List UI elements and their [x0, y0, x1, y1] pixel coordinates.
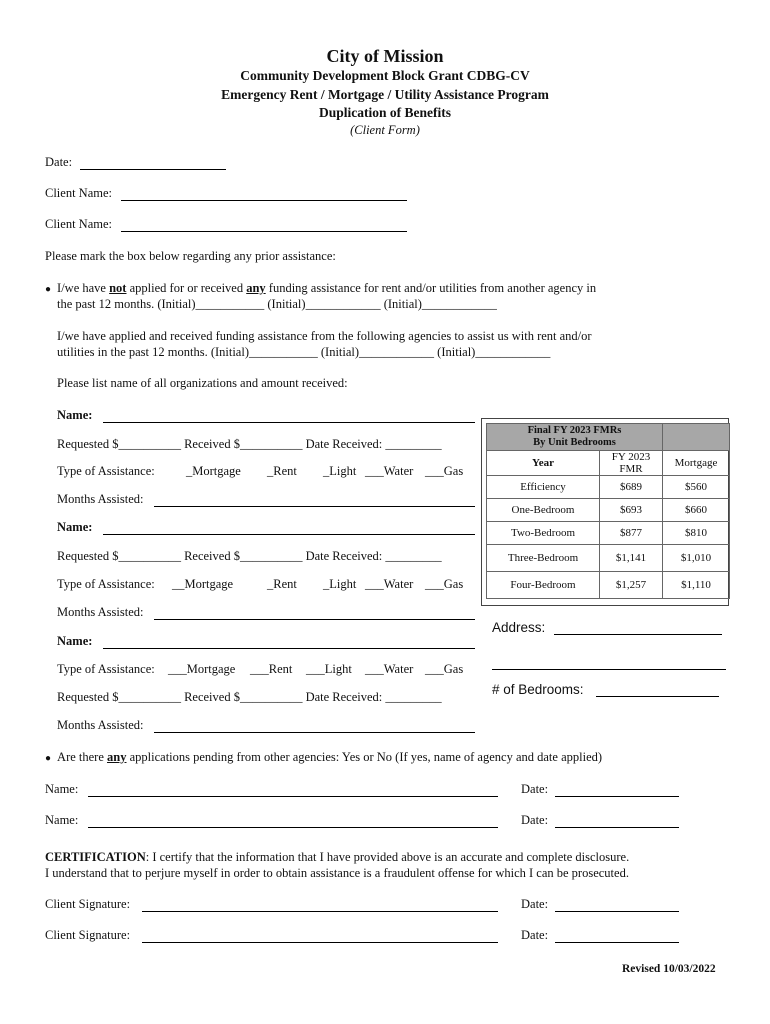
list-organizations-prompt: Please list name of all organizations and amount received: [57, 376, 348, 390]
certification-text: CERTIFICATION: I certify that the information that I have provided above is an accurate and complete disclosure. [45, 850, 630, 864]
table-row: Two-Bedroom $877 $810 [487, 522, 730, 545]
page-title: City of Mission [326, 46, 444, 66]
org1-mortgage-option[interactable]: _Mortgage [186, 464, 241, 478]
bullet-icon: ● [45, 753, 52, 764]
signature-field-1[interactable] [142, 897, 498, 912]
org3-name-label: Name: [57, 634, 93, 648]
pending-date-field-2[interactable] [555, 813, 679, 828]
org2-months-field[interactable] [154, 605, 475, 620]
client-name-label-2: Client Name: [45, 217, 112, 231]
org2-gas-option[interactable]: ___Gas [425, 577, 464, 591]
org3-type-label: Type of Assistance: [57, 662, 155, 676]
client-name-field-1[interactable] [121, 186, 407, 201]
option-no-assistance[interactable]: ● I/we have not applied for or received any funding assistance for rent and/or utilities from another agency in [45, 281, 597, 295]
bedrooms-field[interactable] [596, 682, 719, 697]
org3-water-option[interactable]: ___Water [365, 662, 414, 676]
table-row: Three-Bedroom $1,141 $1,010 [487, 545, 730, 572]
org3-months-field[interactable] [154, 718, 475, 733]
org1-gas-option[interactable]: ___Gas [425, 464, 464, 478]
pending-applications-question[interactable]: ● Are there any applications pending from other agencies: Yes or No (If yes, name of agency and date applied) [45, 750, 603, 764]
fmr-col-year: Year [487, 451, 600, 476]
org2-months-label: Months Assisted: [57, 605, 144, 619]
org1-amounts[interactable]: Requested $__________ Received $__________ Date Received: _________ [57, 437, 442, 451]
program-line-2: Emergency Rent / Mortgage / Utility Assistance Program [221, 87, 549, 102]
signature-label-2: Client Signature: [45, 928, 131, 942]
org2-name-field[interactable] [103, 520, 475, 535]
signature-field-2[interactable] [142, 928, 498, 943]
fmr-table [486, 423, 730, 599]
pending-name-label-2: Name: [45, 813, 79, 827]
org1-water-option[interactable]: ___Water [365, 464, 414, 478]
option-no-assistance-initials[interactable]: the past 12 months. (Initial)___________ (Initial)____________ (Initial)____________ [57, 297, 497, 311]
org1-rent-option[interactable]: _Rent [267, 464, 297, 478]
pending-name-field-1[interactable] [88, 782, 498, 797]
client-name-field-2[interactable] [121, 217, 407, 232]
org2-light-option[interactable]: _Light [323, 577, 357, 591]
client-name-label-1: Client Name: [45, 186, 112, 200]
org1-type-label: Type of Assistance: [57, 464, 155, 478]
certification-text-line-2: I understand that to perjure myself in order to obtain assistance is a fraudulent offense for which I can be prosecuted. [45, 866, 629, 880]
table-row: Efficiency $689 $560 [487, 476, 730, 499]
program-line-3: Duplication of Benefits [318, 105, 451, 120]
org2-name-label: Name: [57, 520, 93, 534]
date-field[interactable] [80, 155, 226, 170]
pending-name-field-2[interactable] [88, 813, 498, 828]
fmr-table-title: Final FY 2023 FMRs By Unit Bedrooms [487, 424, 663, 451]
date-label: Date: [45, 155, 73, 169]
fmr-col-fmr: FY 2023 FMR [600, 451, 663, 476]
org1-months-field[interactable] [154, 492, 475, 507]
org3-name-field[interactable] [103, 634, 475, 649]
org2-rent-option[interactable]: _Rent [267, 577, 297, 591]
org1-name-label: Name: [57, 408, 93, 422]
address-field-line-2[interactable] [492, 655, 726, 670]
program-line-1: Community Development Block Grant CDBG-CV [240, 68, 530, 83]
org3-mortgage-option[interactable]: ___Mortgage [168, 662, 236, 676]
prior-assistance-prompt: Please mark the box below regarding any prior assistance: [45, 249, 336, 263]
org1-light-option[interactable]: _Light [323, 464, 357, 478]
org3-amounts[interactable]: Requested $__________ Received $__________ Date Received: _________ [57, 690, 442, 704]
table-row: One-Bedroom $693 $660 [487, 499, 730, 522]
bedrooms-label: # of Bedrooms: [492, 682, 584, 697]
form-type: (Client Form) [350, 123, 420, 137]
option-received-assistance-initials[interactable]: utilities in the past 12 months. (Initial)___________ (Initial)____________ (Initial)____________ [57, 345, 551, 359]
signature-label-1: Client Signature: [45, 897, 131, 911]
pending-date-field-1[interactable] [555, 782, 679, 797]
bullet-icon: ● [45, 284, 52, 295]
table-row: Four-Bedroom $1,257 $1,110 [487, 572, 730, 599]
org2-amounts[interactable]: Requested $__________ Received $__________ Date Received: _________ [57, 549, 442, 563]
org3-months-label: Months Assisted: [57, 718, 144, 732]
pending-name-label-1: Name: [45, 782, 79, 796]
org2-type-label: Type of Assistance: [57, 577, 155, 591]
org1-name-field[interactable] [103, 408, 475, 423]
org3-light-option[interactable]: ___Light [306, 662, 352, 676]
signature-date-label-2: Date: [521, 928, 549, 942]
address-field[interactable] [554, 620, 722, 635]
option-received-assistance: I/we have applied and received funding assistance from the following agencies to assist us with rent and/or [57, 329, 592, 343]
fmr-table-title-blank [663, 424, 730, 451]
address-label: Address: [492, 620, 546, 635]
org3-rent-option[interactable]: ___Rent [250, 662, 293, 676]
pending-date-label-1: Date: [521, 782, 549, 796]
org3-gas-option[interactable]: ___Gas [425, 662, 464, 676]
signature-date-field-1[interactable] [555, 897, 679, 912]
org1-months-label: Months Assisted: [57, 492, 144, 506]
revision-date: Revised 10/03/2022 [622, 963, 716, 975]
pending-date-label-2: Date: [521, 813, 549, 827]
org2-water-option[interactable]: ___Water [365, 577, 414, 591]
fmr-col-mortgage: Mortgage [663, 451, 730, 476]
signature-date-label-1: Date: [521, 897, 549, 911]
signature-date-field-2[interactable] [555, 928, 679, 943]
org2-mortgage-option[interactable]: __Mortgage [172, 577, 234, 591]
